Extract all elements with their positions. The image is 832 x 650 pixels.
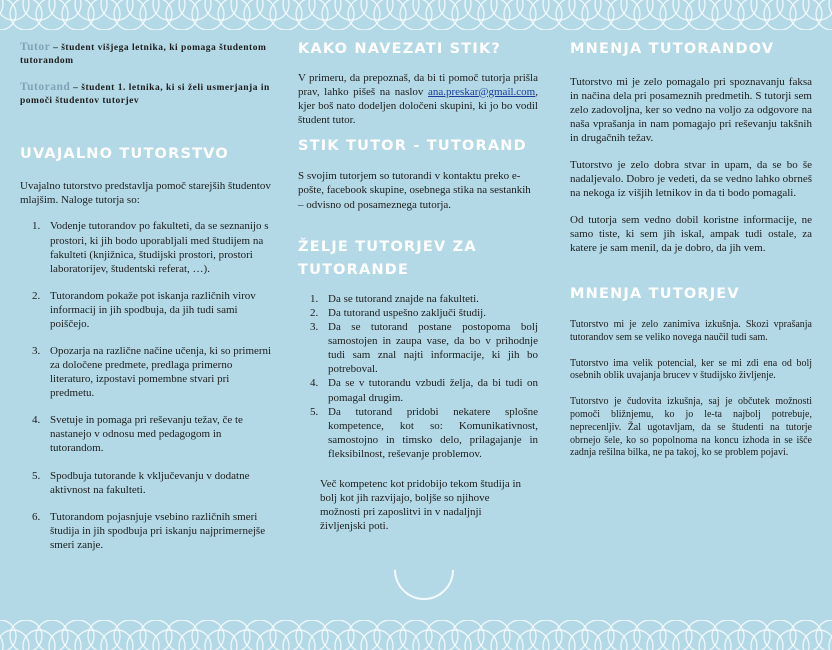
- intro-paragraph: Uvajalno tutorstvo predstavlja pomoč starejših študentov mlajšim. Naloge tutorja so:: [20, 180, 271, 207]
- bottom-decorative-border: [0, 620, 832, 650]
- scallop-pattern-top: [0, 0, 832, 30]
- list-item-text: Da tutorand pridobi nekatere splošne kompetence, kot so: Komunikativnost, samostojno in timsko delo, prilagajanje in fleksibilnost, reševanje problemov.: [328, 405, 538, 460]
- list-item-number: 6.: [32, 510, 41, 523]
- heading-stik-tutor-tutorand: STIK TUTOR - TUTORAND: [298, 137, 527, 154]
- definition-tutorand: Tutorand – študent 1. letnika, ki si želi usmerjanja in pomoči študentov tutorjev: [20, 80, 270, 106]
- list-item: [20, 289, 272, 331]
- list-item-text: Svetuje in pomaga pri reševanju težav, če te nastanejo v odnosu med pedagogom in tutorandom.: [50, 414, 243, 455]
- opinion-tutorand-1: Tutorstvo mi je zelo pomagalo pri spoznavanju faksa in načina dela pri posameznih predmetih. S tutorji sem zelo zadovoljna, ker so vedno na voljo za odgovore na naša vprašanja in nam pomagajo pri reševanju takšnih in drugačnih težav.: [570, 75, 812, 144]
- opinion-tutorand-3: Od tutorja sem vedno dobil koristne informacije, ne samo tiste, ki sem jih iskal, ampak tudi ostale, za katere je sam menil, da je dobro, da jih vem.: [570, 214, 812, 255]
- list-item: [20, 219, 272, 275]
- list-item-number: 1.: [310, 293, 319, 306]
- closing-paragraph: Več kompetenc kot pridobijo tekom študija in bolj kot jih razvijajo, boljše so njihove možnosti pri zaposlitvi in v nadaljnji življenjski poti.: [320, 477, 522, 533]
- list-item-number: 3.: [32, 345, 41, 357]
- contact-email-link[interactable]: ana.preskar@gmail.com: [427, 85, 536, 98]
- term-tutorand: Tutorand: [20, 80, 71, 93]
- heading-mnenja-tutorjev: MNENJA TUTORJEV: [570, 286, 740, 303]
- list-item-text: Da se v tutorandu vzbudi želja, da bi tudi on pomagal drugim.: [328, 377, 538, 404]
- list-item-number: 1.: [32, 220, 41, 233]
- opinion-tutor-1: Tutorstvo mi je zelo zanimiva izkušnja. Skozi vprašanja tutorandov sem se veliko novega naučil tudi sam.: [570, 318, 812, 343]
- tutor-tasks-list: [20, 219, 272, 551]
- heading-zelje-tutorjev: ŽELJE TUTORJEV ZA TUTORANDE: [298, 238, 477, 278]
- opinion-tutor-3: Tutorstvo je čudovita izkušnja, saj je občutek možnosti pomoči bližnjemu, ko jo le-ta najbolj potrebuje, neprecenljiv. Žal ugotavljam, da se študenti na tutorje obrnejo šele, ko so popolnoma na koncu izhoda in se išče zadnja rešilna bilka, ne pa takoj, ko se problem pojavi.: [570, 396, 812, 459]
- list-item-text: Tutorandom pojasnjuje vsebino različnih smeri študija in jih spodbuja pri iskanju najprimernejše smeri zanje.: [50, 510, 266, 551]
- column-right: [570, 32, 812, 616]
- opinion-tutor-2: Tutorstvo ima velik potencial, ker se mi zdi ena od bolj osebnih oblik uvajanja brucev v študijsko življenje.: [570, 357, 812, 382]
- column-middle: [298, 32, 538, 616]
- list-item-text: Vodenje tutorandov po fakulteti, da se seznanijo s prostori, ki jih bodo uporabljali med študijem na fakulteti (knjižnica, študijski prostori, prostori laboratorijev, študentski referat, …).: [50, 220, 269, 275]
- contact-paragraph: V primeru, da prepoznaš, da bi ti pomoč tutorja prišla prav, lahko pišeš na naslov ana.preskar@gmail.com, kjer boš nato dodeljen določeni skupini, ki jo bo vodil študent tutor.: [298, 71, 538, 126]
- heading-kako-navezati-stik: KAKO NAVEZATI STIK?: [298, 41, 502, 57]
- list-item-number: 4.: [310, 377, 319, 390]
- top-decorative-border: [0, 0, 832, 30]
- column-left: [20, 32, 272, 616]
- heading-mnenja-tutorandov: MNENJA TUTORANDOV: [570, 41, 775, 57]
- list-item: [298, 376, 538, 404]
- list-item-text: Da tutorand uspešno zaključi študij.: [328, 307, 486, 320]
- list-item-number: 5.: [32, 469, 41, 482]
- list-item: [20, 344, 272, 400]
- heading-uvajalno-tutorstvo: UVAJALNO TUTORSTVO: [20, 145, 229, 162]
- list-item-text: Da se tutorand znajde na fakulteti.: [328, 293, 479, 306]
- list-item-number: 3.: [310, 321, 319, 334]
- list-item: [298, 292, 538, 306]
- list-item-number: 5.: [310, 405, 319, 418]
- list-item: [20, 510, 272, 552]
- list-item: [298, 320, 538, 376]
- definition-tutor: Tutor – študent višjega letnika, ki pomaga študentom tutorandom: [20, 41, 267, 66]
- wishes-list: [298, 292, 538, 461]
- list-item-text: Da se tutorand postane postopoma bolj samostojen in zaupa vase, da bo v prihodnje tudi sam znal najti informacije, ki jih bo potreboval.: [328, 321, 538, 376]
- stik-paragraph: S svojim tutorjem so tutorandi v kontaktu preko e-pošte, facebook skupine, osebnega stika na sestankih – odvisno od posameznega tutorja.: [298, 170, 531, 211]
- list-item: [298, 405, 538, 461]
- scallop-pattern-bottom: [0, 620, 832, 650]
- opinion-tutorand-2: Tutorstvo je zelo dobra stvar in upam, da se bo še nadaljevalo. Dobro je vedeti, da se vedno lahko obrneš na nekoga iz višjih letnikov in da ti bodo pomagali.: [570, 158, 812, 200]
- list-item-number: 4.: [32, 414, 41, 427]
- list-item: [298, 306, 538, 320]
- list-item: [20, 413, 272, 455]
- list-item-text: Tutorandom pokaže pot iskanja različnih virov informacij in jih spodbuja, da jih tudi sami poiščejo.: [50, 289, 256, 330]
- list-item-text: Opozarja na različne načine učenja, ki so primerni za določene predmete, predlaga primerno literaturo, izpostavi pomembne stvari pri predmetu.: [50, 345, 272, 400]
- list-item: [20, 469, 272, 497]
- list-item-number: 2.: [32, 289, 41, 302]
- list-item-text: Spodbuja tutorande k vključevanju v dodatne aktivnost na fakulteti.: [50, 469, 250, 496]
- term-tutor: Tutor: [20, 41, 51, 53]
- list-item-number: 2.: [310, 307, 319, 320]
